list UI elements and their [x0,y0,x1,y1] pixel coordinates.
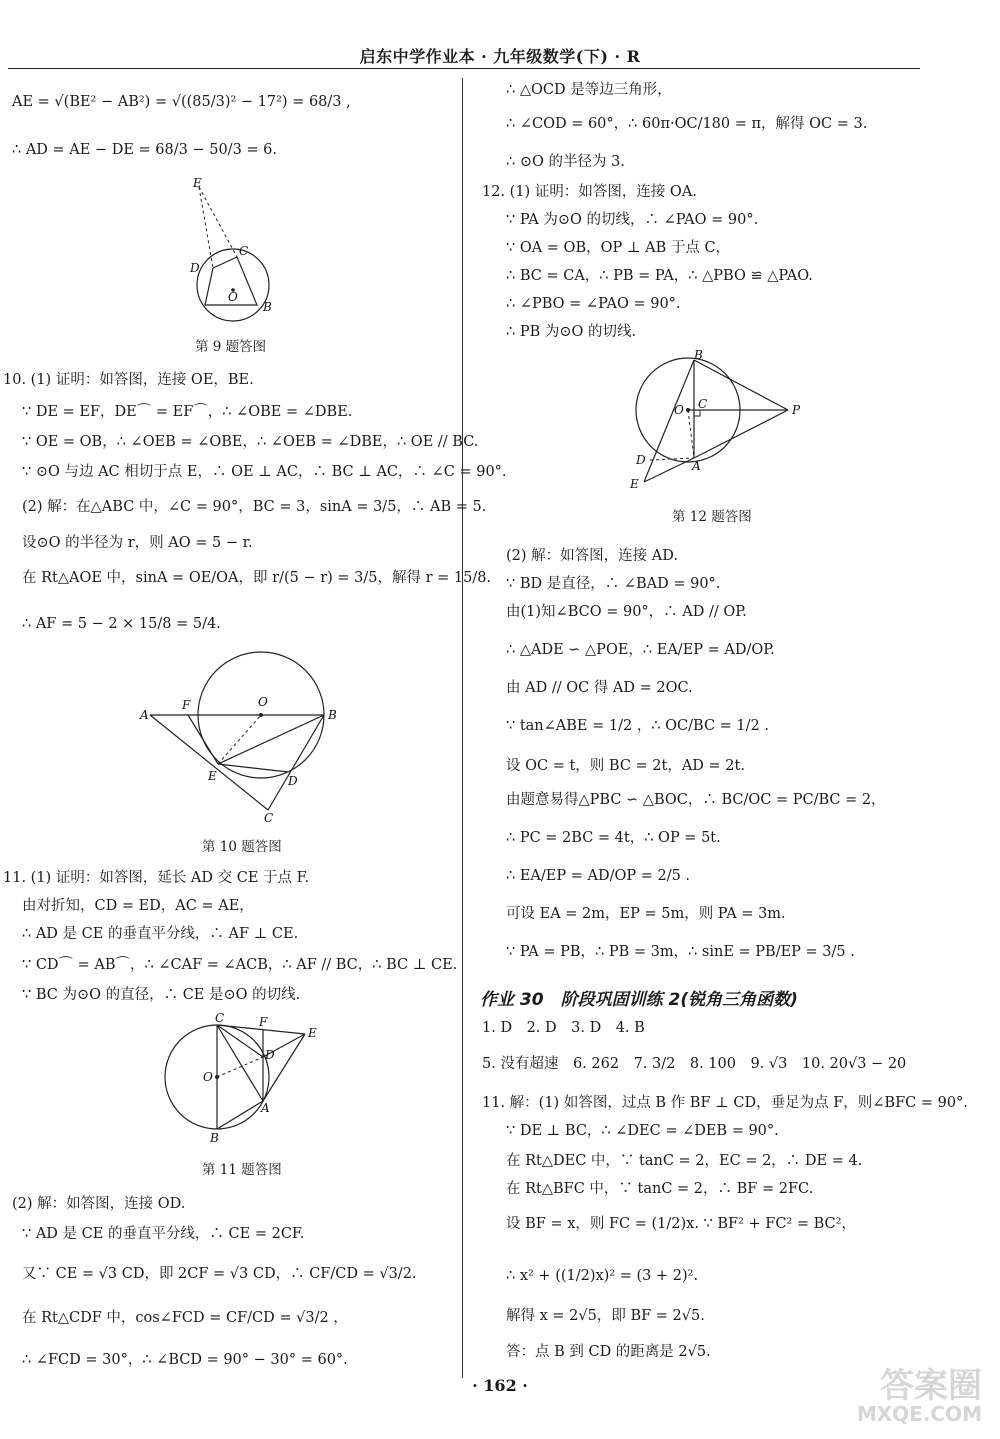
fig10-label: D [288,774,298,788]
fig12-label: A [692,459,701,473]
page-number: · 162 · [472,1376,528,1395]
fig9-label: O [228,290,238,304]
fig10-label: C [264,811,274,825]
fig10-caption: 第 10 题答图 [202,839,282,855]
fig9-circle [197,249,269,321]
q12-line-15: ∴ PC = 2BC = 4t，∴ OP = 5t. [506,830,721,846]
watermark-url: MXQE.COM [856,1402,982,1426]
section-title: 作业 30 阶段巩固训练 2(锐角三角函数) [480,990,798,1010]
fig10-line-fe [188,715,218,764]
q11-line-8: 又∵ CE = √3 CD，即 2CF = √3 CD，∴ CF/CD = √3/2. [22,1266,417,1282]
q11b-line-2: ∵ DE ⊥ BC，∴ ∠DEC = ∠DEB = 90°. [506,1123,779,1139]
q11-line-4: ∵ CD⌒ = AB⌒，∴ ∠CAF = ∠ACB，∴ AF // BC，∴ BC ⊥ CE. [22,957,458,973]
right-line-1: ∴ △OCD 是等边三角形， [506,82,672,98]
fig9-label: B [263,300,272,314]
fig11-center-dot [215,1075,219,1079]
fig12-dashed-oa [688,410,694,458]
fig12-line-ea [644,458,694,482]
fig10-center-dot [259,713,263,717]
q11-line-7: ∵ AD 是 CE 的垂直平分线，∴ CE = 2CF. [22,1226,305,1242]
q12-line-17: 可设 EA = 2m，EP = 5m，则 PA = 3m. [506,906,786,922]
fig11-label: O [203,1070,213,1084]
fig12-center-dot [686,408,690,412]
q11b-line-5: 设 BF = x，则 FC = (1/2)x. ∵ BF² + FC² = BC²， [506,1216,856,1232]
fig12-line-ap [694,410,788,458]
q12-line-7: (2) 解：如答图，连接 AD. [506,548,678,564]
q11-line-9: 在 Rt△CDF 中，cos∠FCD = CF/CD = √3/2 ， [22,1310,348,1326]
fig12-label: C [698,397,708,411]
q11-line-10: ∴ ∠FCD = 30°，∴ ∠BCD = 90° − 30° = 60°. [22,1352,348,1368]
page-header: 启东中学作业本 · 九年级数学(下) · R [359,47,641,66]
q11-line-2: 由对折知，CD = ED，AC = AE， [22,898,254,914]
q10-line-7: 在 Rt△AOE 中，sinA = OE/OA，即 r/(5 − r) = 3/5，解得 r = 15/8. [22,570,492,586]
fig11-label: F [259,1015,268,1029]
column-divider [462,78,463,1378]
fig11-label: A [261,1101,270,1115]
q12-line-13: 设 OC = t，则 BC = 2t，AD = 2t. [506,758,745,774]
fig12-label: P [792,403,801,417]
q11-line-5: ∵ BC 为⊙O 的直径，∴ CE 是⊙O 的切线. [22,987,301,1003]
fig11-line-ae [263,1034,305,1101]
q11-line-6: (2) 解：如答图，连接 OD. [12,1196,186,1212]
fig11-caption: 第 11 题答图 [202,1162,282,1178]
q12-line-8: ∵ BD 是直径，∴ ∠BAD = 90°. [506,576,721,592]
answer-line-2: 5. 没有超速 6. 262 7. 3/2 8. 100 9. √3 10. 20√3 − 20 [482,1056,907,1072]
q12-line-5: ∴ ∠PBO = ∠PAO = 90°. [506,296,681,312]
q11b-line-8: 答：点 B 到 CD 的距离是 2√5. [506,1344,711,1360]
fig11-label: D [265,1048,275,1062]
q11b-line-4: 在 Rt△BFC 中，∵ tanC = 2，∴ BF = 2FC. [506,1181,814,1197]
fig11-label: E [308,1026,317,1040]
fig9-label: D [190,261,200,275]
q10-line-4: ∵ ⊙O 与边 AC 相切于点 E，∴ OE ⊥ AC，∴ BC ⊥ AC，∴ ∠C = 90°. [22,464,507,480]
q12-line-1: 12. (1) 证明：如答图，连接 OA. [482,184,697,200]
fig12-line-be [644,360,694,482]
q11b-line-1: 11. 解：(1) 如答图，过点 B 作 BF ⊥ CD，垂足为点 F，则∠BFC = 90°. [482,1095,968,1111]
q10-line-8: ∴ AF = 5 − 2 × 15/8 = 5/4. [22,616,221,632]
q11-line-3: ∴ AD 是 CE 的垂直平分线，∴ AF ⊥ CE. [22,926,299,942]
header-rule [8,68,920,69]
fig11-dashed-od [217,1057,263,1077]
fig11-line-ca [217,1025,263,1101]
right-line-3: ∴ ⊙O 的半径为 3. [506,154,625,170]
q12-line-9: 由(1)知∠BCO = 90°，∴ AD // OP. [506,604,747,620]
fig12-label: E [630,477,639,491]
fig11-label: B [210,1131,219,1145]
figure-12 [618,350,818,490]
answer-line-1: 1. D 2. D 3. D 4. B [482,1020,645,1036]
q11b-line-6: ∴ x² + ((1/2)x)² = (3 + 2)². [506,1268,699,1284]
q12-line-4: ∴ BC = CA，∴ PB = PA，∴ △PBO ≌ △PAO. [506,268,813,284]
q12-line-14: 由题意易得△PBC ∽ △BOC，∴ BC/OC = PC/BC = 2， [506,792,886,808]
q12-line-3: ∵ OA = OB，OP ⊥ AB 于点 C， [506,240,731,256]
q12-line-16: ∴ EA/EP = AD/OP = 2/5 . [506,868,691,884]
left-line-2: ∴ AD = AE − DE = 68/3 − 50/3 = 6. [12,142,277,158]
fig10-dashed-oe [218,715,261,764]
q11-line-1: 11. (1) 证明：如答图，延长 AD 交 CE 于点 F. [3,870,310,886]
q12-line-2: ∵ PA 为⊙O 的切线，∴ ∠PAO = 90°. [506,212,759,228]
q10-line-6: 设⊙O 的半径为 r，则 AO = 5 − r. [22,535,253,551]
q11b-line-7: 解得 x = 2√5，即 BF = 2√5. [506,1308,705,1324]
fig11-label: C [215,1011,225,1025]
right-line-2: ∴ ∠COD = 60°，∴ 60π·OC/180 = π，解得 OC = 3. [506,116,868,132]
fig11-line-ba [217,1101,263,1129]
figure-9 [185,175,285,325]
fig12-line-bp [694,360,788,410]
fig10-line-ed [218,764,288,772]
q12-line-11: 由 AD // OC 得 AD = 2OC. [506,680,693,696]
figure-11 [195,1012,325,1147]
q10-line-1: 10. (1) 证明：如答图，连接 OE，BE. [3,372,254,388]
fig12-label: D [636,453,646,467]
fig12-caption: 第 12 题答图 [672,509,752,525]
figure-10 [138,652,348,825]
fig9-label: E [193,176,202,190]
q12-line-10: ∴ △ADE ∽ △POE，∴ EA/EP = AD/OP. [506,642,775,658]
q12-line-6: ∴ PB 为⊙O 的切线. [506,324,637,340]
fig10-label: O [258,695,268,709]
fig10-label: F [182,698,191,712]
q12-line-12: ∵ tan∠ABE = 1/2 ，∴ OC/BC = 1/2 . [506,718,769,734]
fig12-label: B [694,348,703,362]
q10-line-2: ∵ DE = EF，DE⌒ = EF⌒，∴ ∠OBE = ∠DBE. [22,404,353,420]
fig9-label: C [239,244,249,258]
fig10-triangle-sides [150,715,324,810]
fig10-label: B [328,708,337,722]
fig10-label: A [140,708,149,722]
q11b-line-3: 在 Rt△DEC 中，∵ tanC = 2，EC = 2，∴ DE = 4. [506,1153,863,1169]
fig9-dashed-ec [199,187,237,257]
watermark-logo: 答案圈 [880,1366,982,1406]
q10-line-5: (2) 解：在△ABC 中，∠C = 90°，BC = 3，sinA = 3/5，∴ AB = 5. [22,499,487,515]
fig9-caption: 第 9 题答图 [195,339,267,355]
fig12-label: O [674,403,684,417]
q12-line-18: ∵ PA = PB，∴ PB = 3m，∴ sinE = PB/EP = 3/5 . [506,944,855,960]
q10-line-3: ∵ OE = OB，∴ ∠OEB = ∠OBE，∴ ∠OEB = ∠DBE，∴ OE // BC. [22,434,479,450]
fig10-label: E [208,769,217,783]
left-line-1: AE = √(BE² − AB²) = √((85/3)² − 17²) = 68/3 , [12,94,351,110]
